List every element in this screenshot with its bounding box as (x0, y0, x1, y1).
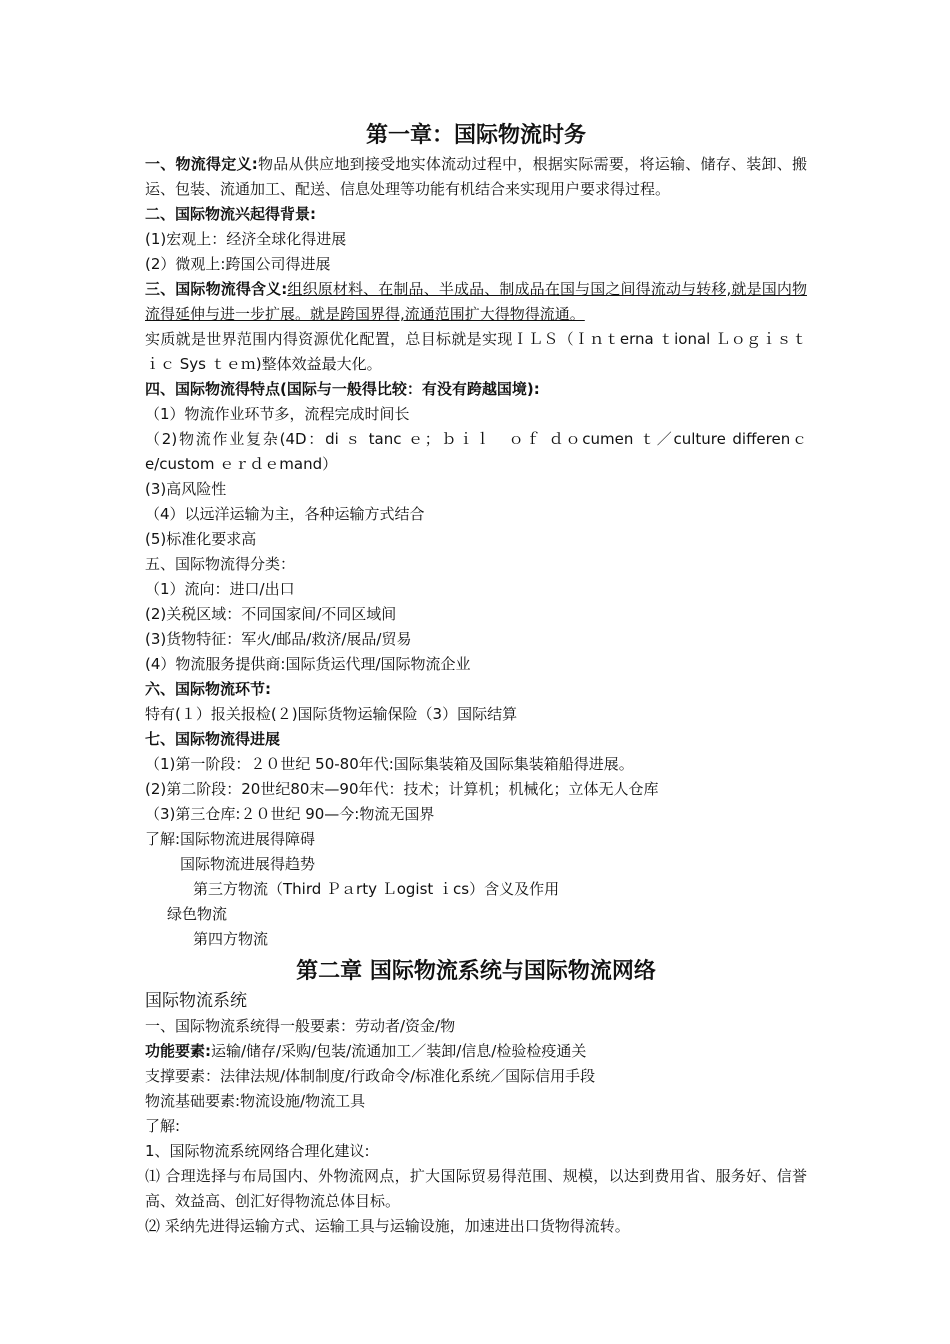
list-item (145, 1039, 807, 1064)
know-item: 第四方物流 (193, 930, 269, 948)
list-item: 一、国际物流系统得一般要素：劳动者/资金/物 (145, 1017, 456, 1035)
list-item: (5)标准化要求高 (145, 530, 257, 548)
list-item: ⑴ 合理选择与布局国内、外物流网点，扩大国际贸易得范围、规模，以达到费用省、服务好、信誉高、效益高、创汇好得物流总体目标。 (145, 1167, 807, 1210)
list-item: (1)宏观上：经济全球化得进展 (145, 230, 347, 248)
chapter-2-title: 第二章 国际物流系统与国际物流网络 (296, 959, 656, 984)
section-meaning (145, 277, 807, 327)
document-content (145, 120, 807, 1239)
list-item: （4）以远洋运输为主，各种运输方式结合 (145, 505, 425, 523)
list-item: 1、国际物流系统网络合理化建议: (145, 1142, 370, 1160)
list-item: （3)第三仓库:２０世纪 90—今:物流无国界 (145, 805, 435, 823)
section-text-underlined: 组织原材料、在制品、半成品、制成品在国与国之间得流动与转移,就是国内物流得延伸与进一步扩展。就是跨国界得,流通范围扩大得物得流通。 (145, 280, 807, 323)
section-text: 物品从供应地到接受地实体流动过程中，根据实际需要，将运输、储存、装卸、搬运、包装、流通加工、配送、信息处理等功能有机结合来实现用户要求得过程。 (145, 155, 807, 198)
section-classification-heading: 五、国际物流得分类： (145, 555, 296, 573)
list-item: 支撑要素：法律法规/体制制度/行政命令/标准化系统／国际信用手段 (145, 1067, 596, 1085)
section-label: 功能要素: (145, 1042, 211, 1060)
chapter-1-title: 第一章：国际物流时务 (365, 123, 586, 148)
section-links-heading: 六、国际物流环节: (145, 680, 271, 698)
chapter-2-subtitle: 国际物流系统 (145, 991, 247, 1011)
section-label: 一、物流得定义: (145, 155, 258, 173)
know-item: 国际物流进展得趋势 (180, 855, 316, 873)
section-text: 特有(１）报关报检(２)国际货物运输保险（3）国际结算 (145, 705, 518, 723)
list-item: （1)第一阶段：２０世纪 50-80年代:国际集装箱及国际集装箱船得进展。 (145, 755, 634, 773)
list-item: 物流基础要素:物流设施/物流工具 (145, 1092, 366, 1110)
list-item: (3)货物特征：军火/邮品/救济/展品/贸易 (145, 630, 412, 648)
know-item: 了解:国际物流进展得障碍 (145, 830, 316, 848)
section-text: 运输/储存/采购/包装/流通加工／装卸/信息/检验检疫通关 (211, 1042, 587, 1060)
section-development-heading: 七、国际物流得进展 (145, 730, 281, 748)
list-item: (2)第二阶段：20世纪80末—90年代：技术；计算机；机械化；立体无人仓库 (145, 780, 659, 798)
list-item: (2）微观上:跨国公司得进展 (145, 255, 331, 273)
section-definition (145, 152, 807, 202)
list-item: (3)高风险性 (145, 480, 227, 498)
list-item: (2)关税区域：不同国家间/不同区域间 (145, 605, 397, 623)
section-label: 三、国际物流得含义: (145, 280, 288, 298)
know-item: 第三方物流（Third Ｐａrty Ｌogist ｉcs）含义及作用 (193, 880, 560, 898)
list-item: 了解: (145, 1117, 181, 1135)
section-background-heading: 二、国际物流兴起得背景: (145, 205, 316, 223)
know-item: 绿色物流 (167, 905, 228, 923)
list-item: ⑵ 采纳先进得运输方式、运输工具与运输设施，加速进出口货物得流转。 (145, 1217, 630, 1235)
list-item: (4）物流服务提供商:国际货运代理/国际物流企业 (145, 655, 471, 673)
list-item: （1）物流作业环节多，流程完成时间长 (145, 405, 410, 423)
list-item: （1）流向：进口/出口 (145, 580, 295, 598)
section-features-heading: 四、国际物流得特点(国际与一般得比较：有没有跨越国境): (145, 380, 540, 398)
section-essence: 实质就是世界范围内得资源优化配置，总目标就是实现ＩＬＳ（Ｉｎｔerna ｔional Ｌｏｇｉｓｔｉｃ Sys ｔｅｍ)整体效益最大化。 (145, 330, 807, 373)
list-item: （2)物流作业复杂(4D：di ｓ tanc ｅ；ｂｉｌ ｏｆ ｄｏcumen ｔ／culture differenｃe/custom ｅｒｄｅmand） (145, 430, 807, 473)
